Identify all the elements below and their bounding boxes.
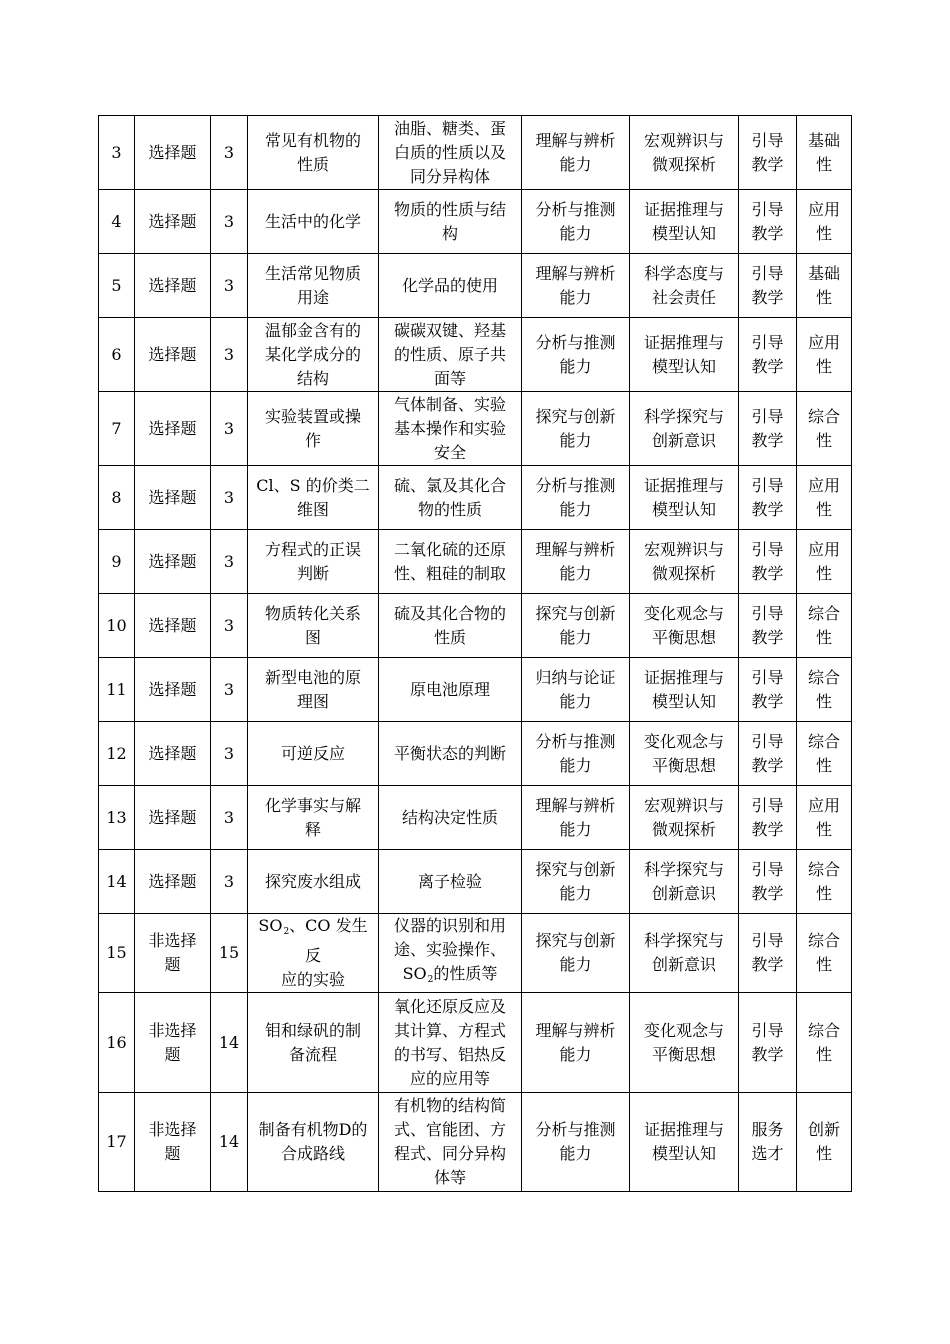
question-number: 4 (99, 190, 135, 254)
table-row (99, 993, 852, 1093)
core-literacy: 证据推理与 模型认知 (630, 318, 739, 392)
question-number: 5 (99, 254, 135, 318)
key-ability: 分析与推测 能力 (522, 190, 630, 254)
core-literacy: 宏观辨识与 微观探析 (630, 530, 739, 594)
question-number: 13 (99, 786, 135, 850)
question-type: 非选择 题 (135, 1093, 211, 1192)
question-type: 选择题 (135, 594, 211, 658)
exam-function: 引导 教学 (739, 254, 797, 318)
question-type: 选择题 (135, 116, 211, 190)
key-ability: 理解与辨析 能力 (522, 116, 630, 190)
core-literacy: 证据推理与 模型认知 (630, 466, 739, 530)
question-score: 14 (211, 1093, 248, 1192)
exam-function: 引导 教学 (739, 466, 797, 530)
key-ability: 探究与创新 能力 (522, 594, 630, 658)
question-context: 常见有机物的 性质 (248, 116, 379, 190)
question-context: 探究废水组成 (248, 850, 379, 914)
key-ability: 分析与推测 能力 (522, 1093, 630, 1192)
question-score: 3 (211, 116, 248, 190)
question-number: 9 (99, 530, 135, 594)
question-score: 3 (211, 594, 248, 658)
table-row (99, 786, 852, 850)
exam-level: 应用 性 (797, 786, 852, 850)
question-type: 选择题 (135, 658, 211, 722)
exam-level: 综合 性 (797, 914, 852, 993)
question-score: 3 (211, 392, 248, 466)
question-context: 温郁金含有的 某化学成分的 结构 (248, 318, 379, 392)
question-score: 3 (211, 722, 248, 786)
question-number: 12 (99, 722, 135, 786)
exam-level: 基础 性 (797, 254, 852, 318)
core-literacy: 宏观辨识与 微观探析 (630, 116, 739, 190)
question-number: 3 (99, 116, 135, 190)
key-ability: 分析与推测 能力 (522, 722, 630, 786)
question-score: 3 (211, 190, 248, 254)
question-score: 3 (211, 466, 248, 530)
knowledge-point: 气体制备、实验 基本操作和实验 安全 (379, 392, 522, 466)
subscript: 2 (283, 927, 290, 937)
exam-function: 引导 教学 (739, 914, 797, 993)
knowledge-point: 硫、氯及其化合 物的性质 (379, 466, 522, 530)
question-context: 生活中的化学 (248, 190, 379, 254)
exam-level: 应用 性 (797, 190, 852, 254)
key-ability: 理解与辨析 能力 (522, 993, 630, 1093)
table-row (99, 466, 852, 530)
table-row (99, 722, 852, 786)
question-type: 选择题 (135, 466, 211, 530)
core-literacy: 证据推理与 模型认知 (630, 1093, 739, 1192)
exam-level: 综合 性 (797, 594, 852, 658)
table-row (99, 658, 852, 722)
exam-function: 引导 教学 (739, 116, 797, 190)
question-context: 钼和绿矾的制 备流程 (248, 993, 379, 1093)
question-type: 选择题 (135, 392, 211, 466)
context-text: 、CO 发生反 应的实验 (280, 916, 368, 989)
question-score: 3 (211, 786, 248, 850)
question-context: 制备有机物D的 合成路线 (248, 1093, 379, 1192)
exam-level: 应用 性 (797, 466, 852, 530)
knowledge-point: 硫及其化合物的 性质 (379, 594, 522, 658)
table-row (99, 1093, 852, 1192)
exam-level: 综合 性 (797, 658, 852, 722)
core-literacy: 科学探究与 创新意识 (630, 914, 739, 993)
knowledge-point: 油脂、糖类、蛋 白质的性质以及 同分异构体 (379, 116, 522, 190)
core-literacy: 宏观辨识与 微观探析 (630, 786, 739, 850)
question-number: 15 (99, 914, 135, 993)
question-context: 方程式的正误 判断 (248, 530, 379, 594)
question-score: 3 (211, 318, 248, 392)
knowledge-point (379, 914, 522, 993)
question-context: 生活常见物质 用途 (248, 254, 379, 318)
question-context: 实验装置或操 作 (248, 392, 379, 466)
question-type: 选择题 (135, 850, 211, 914)
exam-level: 应用 性 (797, 318, 852, 392)
knowledge-point: 有机物的结构简 式、官能团、方 程式、同分异构 体等 (379, 1093, 522, 1192)
question-score: 3 (211, 658, 248, 722)
question-type: 选择题 (135, 254, 211, 318)
table-row (99, 594, 852, 658)
key-ability: 分析与推测 能力 (522, 466, 630, 530)
question-number: 8 (99, 466, 135, 530)
question-type: 选择题 (135, 786, 211, 850)
key-ability: 探究与创新 能力 (522, 392, 630, 466)
exam-level: 创新 性 (797, 1093, 852, 1192)
context-text: SO (258, 916, 283, 935)
question-number: 14 (99, 850, 135, 914)
question-type: 非选择 题 (135, 914, 211, 993)
question-context: 可逆反应 (248, 722, 379, 786)
question-number: 10 (99, 594, 135, 658)
exam-function: 引导 教学 (739, 392, 797, 466)
question-score: 3 (211, 850, 248, 914)
exam-function: 引导 教学 (739, 993, 797, 1093)
exam-level: 综合 性 (797, 993, 852, 1093)
core-literacy: 科学探究与 创新意识 (630, 392, 739, 466)
knowledge-point: 平衡状态的判断 (379, 722, 522, 786)
knowledge-point: 氧化还原反应及 其计算、方程式 的书写、铝热反 应的应用等 (379, 993, 522, 1093)
question-type: 选择题 (135, 722, 211, 786)
exam-level: 综合 性 (797, 392, 852, 466)
exam-level: 应用 性 (797, 530, 852, 594)
question-type: 非选择 题 (135, 993, 211, 1093)
question-context: Cl、S 的价类二 维图 (248, 466, 379, 530)
knowledge-point: 化学品的使用 (379, 254, 522, 318)
question-context: 化学事实与解 释 (248, 786, 379, 850)
core-literacy: 变化观念与 平衡思想 (630, 993, 739, 1093)
question-context: 物质转化关系 图 (248, 594, 379, 658)
table-row (99, 190, 852, 254)
exam-function: 引导 教学 (739, 722, 797, 786)
question-number: 7 (99, 392, 135, 466)
knowledge-point: 原电池原理 (379, 658, 522, 722)
exam-function: 引导 教学 (739, 318, 797, 392)
key-ability: 探究与创新 能力 (522, 850, 630, 914)
knowledge-text: 的性质等 (433, 964, 498, 983)
knowledge-point: 二氧化硫的还原 性、粗硅的制取 (379, 530, 522, 594)
table-row (99, 914, 852, 993)
exam-level: 基础 性 (797, 116, 852, 190)
exam-function: 引导 教学 (739, 594, 797, 658)
key-ability: 理解与辨析 能力 (522, 786, 630, 850)
table-row (99, 850, 852, 914)
core-literacy: 证据推理与 模型认知 (630, 658, 739, 722)
table-row (99, 116, 852, 190)
core-literacy: 科学探究与 创新意识 (630, 850, 739, 914)
question-score: 15 (211, 914, 248, 993)
exam-function: 服务 选才 (739, 1093, 797, 1192)
exam-analysis-table (98, 115, 852, 1192)
table-row (99, 318, 852, 392)
question-type: 选择题 (135, 190, 211, 254)
key-ability: 理解与辨析 能力 (522, 254, 630, 318)
exam-function: 引导 教学 (739, 530, 797, 594)
question-type: 选择题 (135, 318, 211, 392)
exam-function: 引导 教学 (739, 658, 797, 722)
question-context (248, 914, 379, 993)
key-ability: 理解与辨析 能力 (522, 530, 630, 594)
question-number: 17 (99, 1093, 135, 1192)
subscript: 2 (427, 975, 434, 985)
core-literacy: 变化观念与 平衡思想 (630, 594, 739, 658)
key-ability: 探究与创新 能力 (522, 914, 630, 993)
question-score: 3 (211, 254, 248, 318)
knowledge-point: 离子检验 (379, 850, 522, 914)
exam-function: 引导 教学 (739, 190, 797, 254)
table-row (99, 254, 852, 318)
question-number: 11 (99, 658, 135, 722)
knowledge-point: 结构决定性质 (379, 786, 522, 850)
question-type: 选择题 (135, 530, 211, 594)
knowledge-point: 物质的性质与结 构 (379, 190, 522, 254)
core-literacy: 科学态度与 社会责任 (630, 254, 739, 318)
question-number: 6 (99, 318, 135, 392)
core-literacy: 变化观念与 平衡思想 (630, 722, 739, 786)
key-ability: 分析与推测 能力 (522, 318, 630, 392)
key-ability: 归纳与论证 能力 (522, 658, 630, 722)
knowledge-text: 仪器的识别和用 途、实验操作、 SO (393, 916, 506, 983)
core-literacy: 证据推理与 模型认知 (630, 190, 739, 254)
exam-function: 引导 教学 (739, 850, 797, 914)
question-context: 新型电池的原 理图 (248, 658, 379, 722)
exam-level: 综合 性 (797, 722, 852, 786)
question-score: 3 (211, 530, 248, 594)
question-score: 14 (211, 993, 248, 1093)
exam-function: 引导 教学 (739, 786, 797, 850)
table-row (99, 392, 852, 466)
question-number: 16 (99, 993, 135, 1093)
knowledge-point: 碳碳双键、羟基 的性质、原子共 面等 (379, 318, 522, 392)
exam-level: 综合 性 (797, 850, 852, 914)
table-row (99, 530, 852, 594)
